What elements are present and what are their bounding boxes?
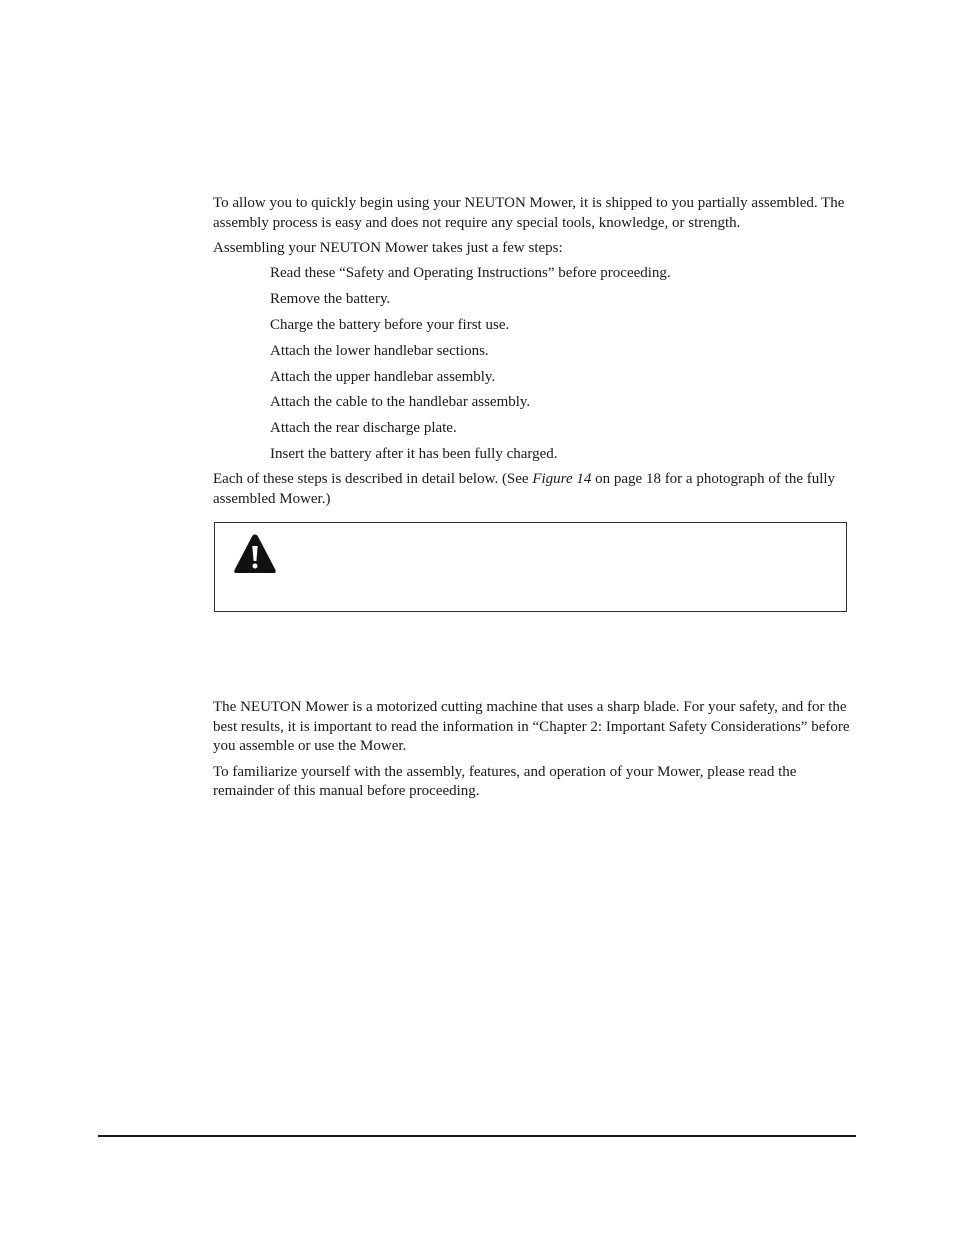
list-item: Attach the lower handlebar sections. — [270, 342, 489, 359]
intro-paragraph: To allow you to quickly begin using your NEUTON Mower, it is shipped to you partially assembled. The assembly process is easy and does not require any special tools, knowledge, or strength. — [213, 195, 845, 231]
safety-section — [213, 698, 858, 802]
list-item: Attach the upper handlebar assembly. — [270, 368, 496, 385]
details-section — [213, 470, 858, 509]
steps-intro: Assembling your NEUTON Mower takes just a few steps: — [213, 240, 563, 256]
list-item: Attach the rear discharge plate. — [270, 420, 457, 437]
list-item: Attach the cable to the handlebar assembly. — [270, 394, 531, 411]
safety-paragraph: The NEUTON Mower is a motorized cutting machine that uses a sharp blade. For your safety, and for the best results, it is important to read the information in “Chapter 2: Important Safety Considerations” before you assemble or use the Mower. — [213, 699, 850, 754]
details-text-after: on page 18 for a photograph of the fully assembled Mower.) — [213, 471, 836, 507]
figure-link[interactable]: Figure 14 — [532, 471, 592, 487]
footer-divider — [98, 1135, 856, 1137]
warning-icon — [233, 533, 277, 575]
assembly-steps-list — [270, 263, 671, 470]
details-paragraph — [213, 470, 858, 509]
details-text-before: Each of these steps is described in detail below. (See — [213, 471, 533, 487]
warning-box — [214, 522, 847, 612]
list-item: Remove the battery. — [270, 290, 391, 307]
familiarize-paragraph: To familiarize yourself with the assembly, features, and operation of your Mower, please read the remainder of this manual before proceeding. — [213, 763, 797, 799]
list-item: Charge the battery before your first use. — [270, 316, 510, 333]
list-item: Read these “Safety and Operating Instructions” before proceeding. — [270, 265, 671, 281]
list-item: Insert the battery after it has been fully charged. — [270, 446, 558, 463]
intro-section — [213, 194, 858, 259]
